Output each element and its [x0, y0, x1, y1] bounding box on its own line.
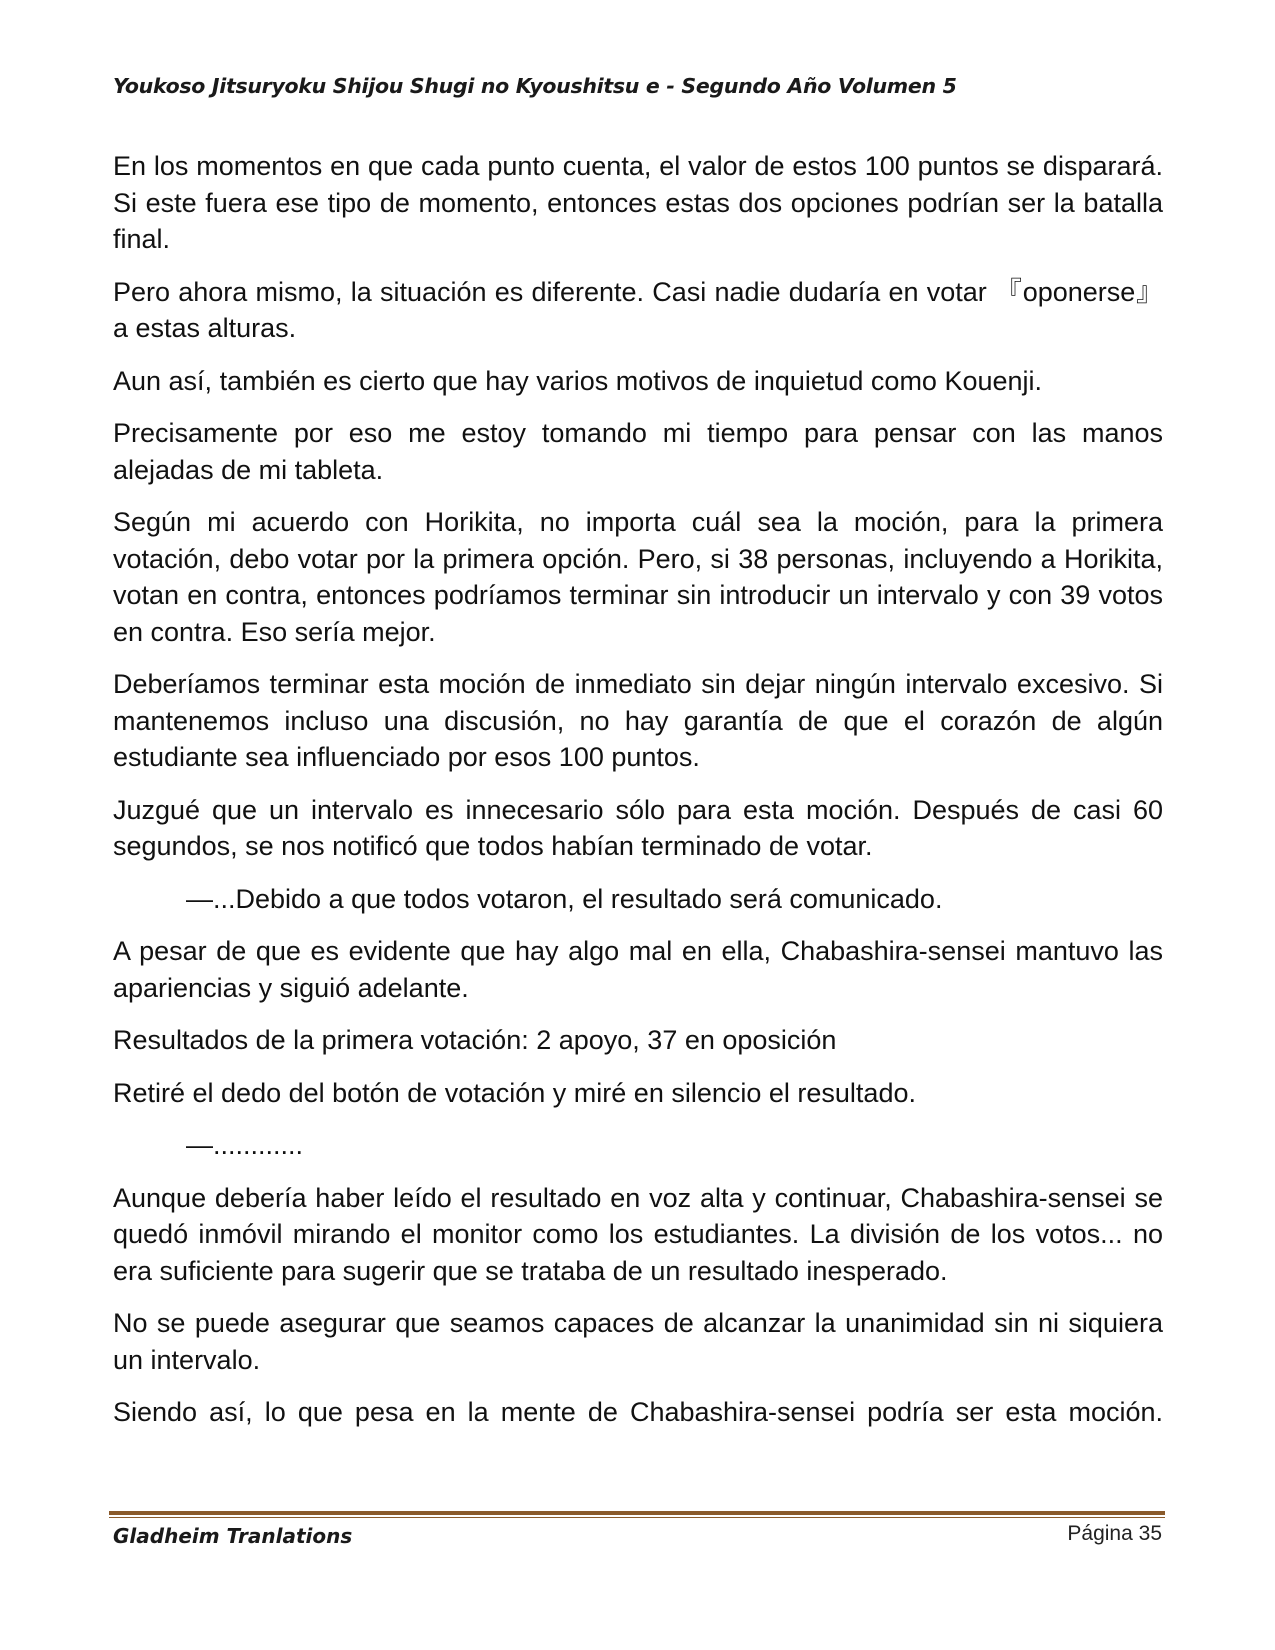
paragraph: Resultados de la primera votación: 2 apoyo, 37 en oposición [113, 1025, 837, 1055]
footer-rule-thin [109, 1517, 1165, 1518]
paragraph: Aun así, también es cierto que hay varios motivos de inquietud como Kouenji. [113, 365, 1043, 396]
footer-rule [109, 1511, 1165, 1515]
paragraph: Aunque debería haber leído el resultado en voz alta y continuar, Chabashira-sensei se quedó inmóvil mirando el monitor como los estudiantes. La división de los votos... no era suficiente para sugerir que se trataba de un resultado inesperado. [113, 1182, 1163, 1286]
running-header: Youkoso Jitsuryoku Shijou Shugi no Kyoushitsu e - Segundo Año Volumen 5 [113, 74, 957, 98]
footer-publisher: Gladheim Tranlations [113, 1524, 353, 1548]
paragraph: Pero ahora mismo, la situación es diferente. Casi nadie dudaría en votar 『oponerse』 a estas alturas. [113, 276, 1163, 343]
paragraph: Siendo así, lo que pesa en la mente de Chabashira-sensei podría ser esta moción. [113, 1397, 1163, 1427]
paragraph: En los momentos en que cada punto cuenta, el valor de estos 100 puntos se disparará. Si este fuera ese tipo de momento, entonces estas dos opciones podrían ser la batalla final. [113, 151, 1163, 254]
paragraph: Según mi acuerdo con Horikita, no importa cuál sea la moción, para la primera votación, debo votar por la primera opción. Pero, si 38 personas, incluyendo a Horikita, votan en contra, entonces podríamos terminar sin introducir un intervalo y con 39 votos en contra. Eso sería mejor. [113, 507, 1163, 647]
paragraph: Juzgué que un intervalo es innecesario sólo para esta moción. Después de casi 60 segundos, se nos notificó que todos habían terminado de votar. [113, 794, 1163, 861]
page-label: Página [1067, 1522, 1133, 1545]
dialogue-line: —............ [186, 1130, 304, 1160]
body-text [113, 148, 1163, 1447]
dialogue-line: —...Debido a que todos votaron, el resultado será comunicado. [186, 883, 943, 914]
paragraph: Precisamente por eso me estoy tomando mi tiempo para pensar con las manos alejadas de mi tableta. [113, 418, 1163, 485]
page-number [1067, 1522, 1162, 1546]
paragraph: No se puede asegurar que seamos capaces de alcanzar la unanimidad sin ni siquiera un intervalo. [113, 1308, 1163, 1375]
paragraph: A pesar de que es evidente que hay algo mal en ella, Chabashira-sensei mantuvo las apariencias y siguió adelante. [113, 936, 1163, 1003]
paragraph: Deberíamos terminar esta moción de inmediato sin dejar ningún intervalo excesivo. Si mantenemos incluso una discusión, no hay garantía de que el corazón de algún estudiante sea influenciado por esos 100 puntos. [113, 669, 1163, 772]
paragraph: Retiré el dedo del botón de votación y miré en silencio el resultado. [113, 1077, 916, 1108]
page-number-value: 35 [1138, 1522, 1162, 1545]
